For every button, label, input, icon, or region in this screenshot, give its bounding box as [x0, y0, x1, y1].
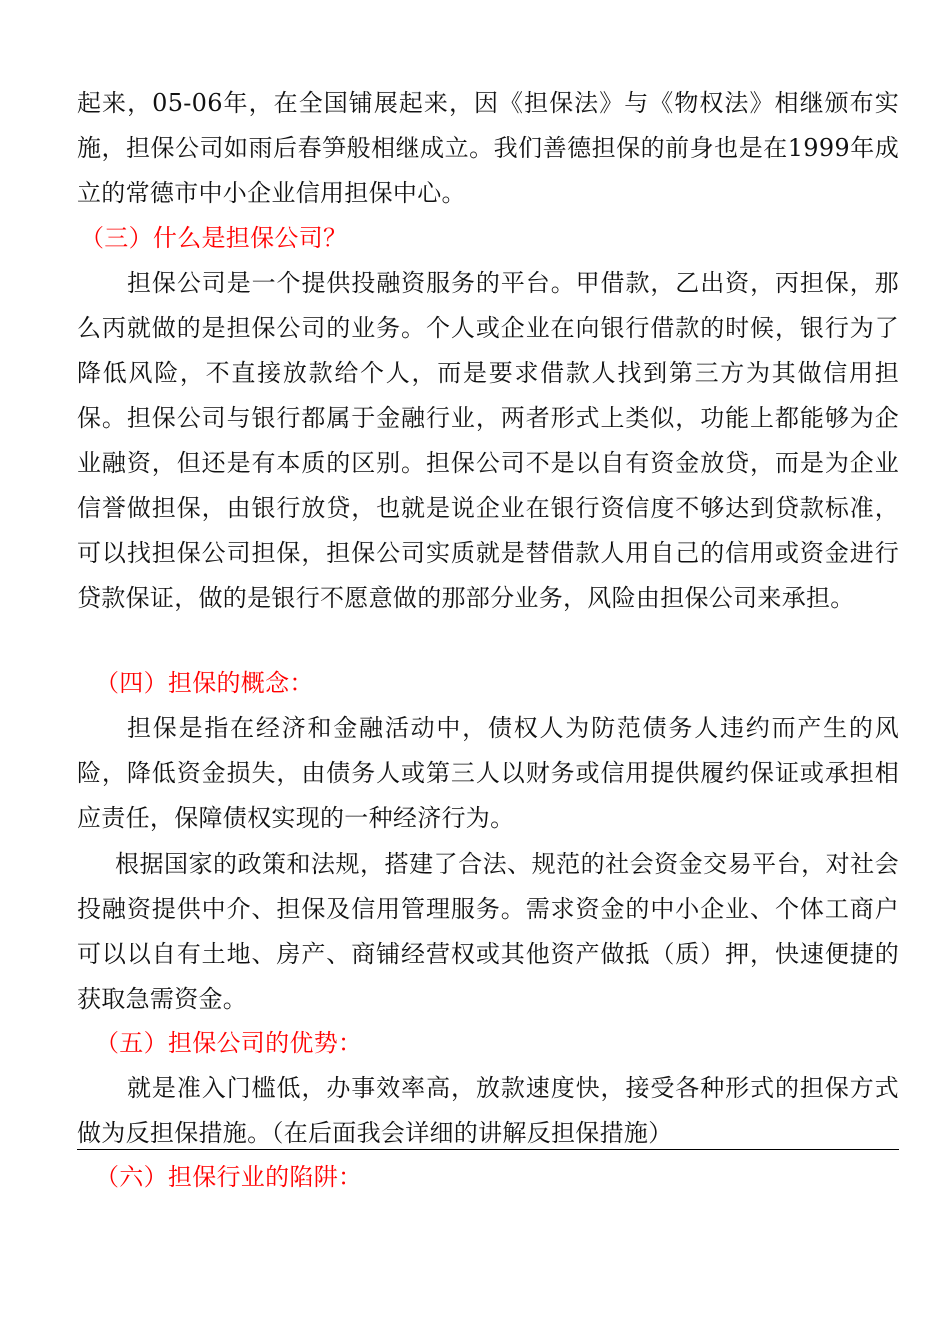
heading-industry-traps: （六）担保行业的陷阱： [95, 1163, 363, 1191]
heading-what-is-guarantee-company: （三）什么是担保公司？ [80, 224, 348, 252]
heading-guarantee-concept: （四）担保的概念： [95, 669, 314, 697]
horizontal-rule [77, 1149, 899, 1150]
paragraph-guarantee-concept: 担保是指在经济和金融活动中，债权人为防范债务人违约而产生的风险，降低资金损失，由债务人或第三人以财务或信用提供履约保证或承担相应责任，保障债权实现的一种经济行为。 [77, 714, 899, 832]
paragraph-advantages: 就是准入门槛低，办事效率高，放款速度快，接受各种形式的担保方式做为反担保措施。（在后面我会详细的讲解反担保措施） [77, 1074, 899, 1147]
heading-guarantee-advantages: （五）担保公司的优势： [95, 1029, 363, 1057]
paragraph-history: 起来，05-06年，在全国铺展起来，因《担保法》与《物权法》相继颁布实施，担保公司如雨后春笋般相继成立。我们善德担保的前身也是在1999年成立的常德市中小企业信用担保中心。 [77, 89, 899, 207]
paragraph-policy-platform: 根据国家的政策和法规，搭建了合法、规范的社会资金交易平台，对社会投融资提供中介、担保及信用管理服务。需求资金的中小企业、个体工商户可以以自有土地、房产、商铺经营权或其他资产做抵（质）押，快速便捷的获取急需资金。 [77, 850, 899, 1013]
paragraph-guarantee-company-definition: 担保公司是一个提供投融资服务的平台。甲借款，乙出资，丙担保，那么丙就做的是担保公司的业务。个人或企业在向银行借款的时候，银行为了降低风险，不直接放款给个人，而是要求借款人找到第三方为其做信用担保。担保公司与银行都属于金融行业，两者形式上类似，功能上都能够为企业融资，但还是有本质的区别。担保公司不是以自有资金放贷，而是为企业信誉做担保，由银行放贷，也就是说企业在银行资信度不够达到贷款标准，可以找担保公司担保，担保公司实质就是替借款人用自己的信用或资金进行贷款保证，做的是银行不愿意做的那部分业务，风险由担保公司来承担。 [77, 269, 899, 612]
